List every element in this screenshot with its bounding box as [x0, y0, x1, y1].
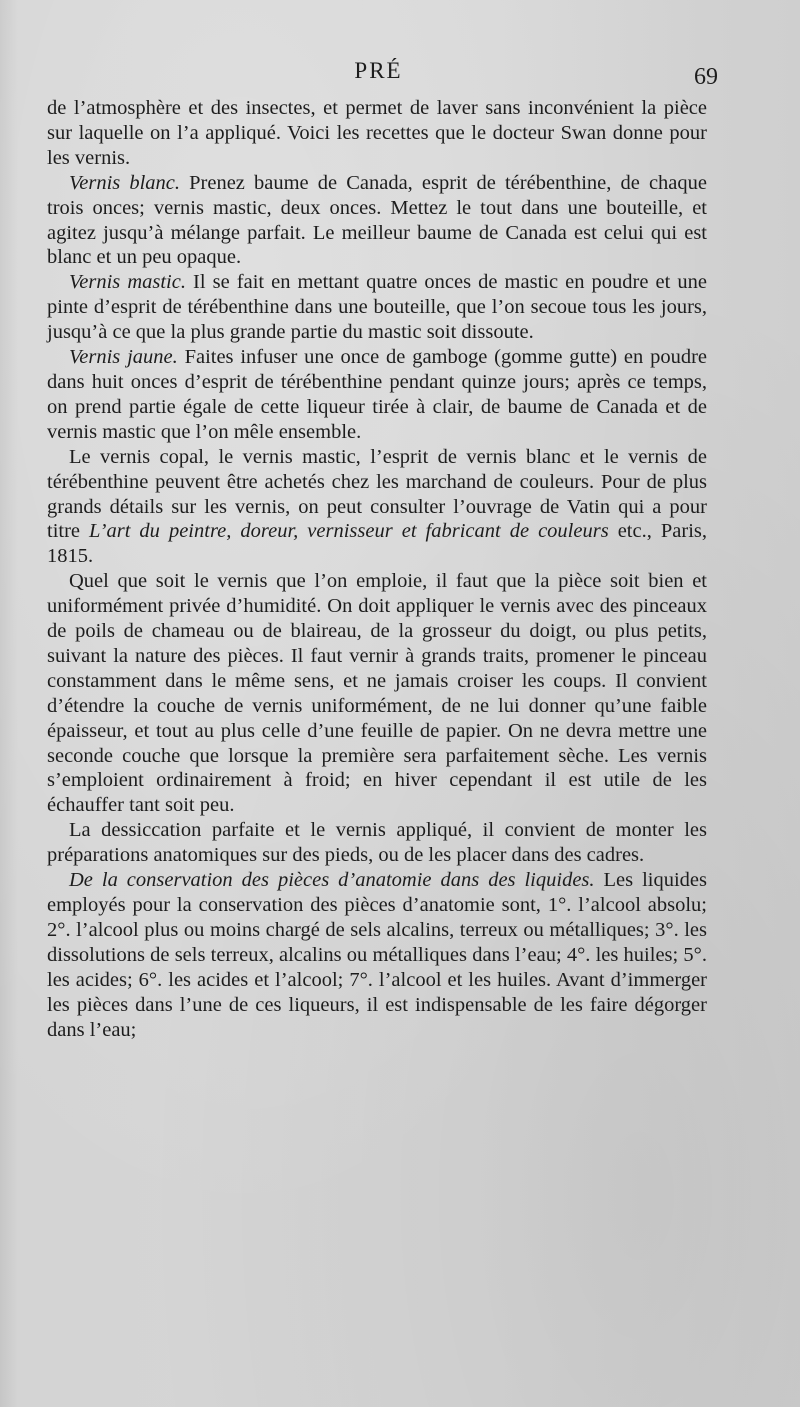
- paragraph: [47, 171, 707, 271]
- paragraph: [47, 818, 707, 868]
- paragraph: [47, 569, 707, 818]
- italic-text: Vernis mastic.: [69, 271, 186, 294]
- paragraph: [47, 868, 707, 1042]
- text-run: Prenez baume de Canada, esprit de térébenthine, de chaque trois onces; vernis mastic, deux onces. Mettez le tout dans une bouteille, et agitez jusqu’à mélange parfait. Le meilleur baume de Canada est celui qui est blanc et un peu opaque.: [47, 171, 708, 269]
- body-text: [47, 96, 707, 1042]
- paragraph: [47, 345, 707, 445]
- paragraph: [47, 270, 707, 345]
- paragraph: [47, 96, 707, 171]
- text-run: Les liquides employés pour la conservation des pièces d’anatomie sont, 1°. l’alcool absolu; 2°. l’alcool plus ou moins chargé de sels alcalins, terreux ou métalliques; 3°. les dissolutions de sels terreux, alcalins ou métalliques dans l’eau; 4°. les huiles; 5°. les acides; 6°. les acides et l’alcool; 7°. l’alcool et les huiles. Avant d’immerger les pièces dans l’une de ces liqueurs, il est indispensable de les faire dégorger dans l’eau;: [47, 869, 707, 1041]
- page-number: 69: [694, 64, 718, 90]
- italic-text: L’art du peintre, doreur, vernisseur et fabricant de couleurs: [89, 520, 609, 543]
- text-run: La dessiccation parfaite et le vernis appliqué, il convient de monter les préparations anatomiques sur des pieds, ou de les placer dans des cadres.: [47, 819, 707, 867]
- text-run: etc., Paris, 1815.: [47, 520, 707, 568]
- paragraph: [47, 445, 707, 570]
- text-run: Le vernis copal, le vernis mastic, l’esprit de vernis blanc et le vernis de térébenthine peuvent être achetés chez les marchand de couleurs. Pour de plus grands détails sur les vernis, on peut consulter l’ouvrage de Vatin qui a pour titre: [47, 445, 707, 543]
- running-head: PRÉ: [354, 58, 403, 83]
- text-run: Faites infuser une once de gamboge (gomme gutte) en poudre dans huit onces d’esprit de térébenthine pendant quinze jours; après ce temps, on prend partie égale de cette liqueur tirée à clair, de baume de Canada et de vernis mastic que l’on mêle ensemble.: [47, 346, 708, 443]
- text-run: Quel que soit le vernis que l’on emploie, il faut que la pièce soit bien et uniformément privée d’humidité. On doit appliquer le vernis avec des pinceaux de poils de chameau ou de blaireau, de la grosseur du doigt, ou plus petits, suivant la nature des pièces. Il faut vernir à grands traits, promener le pinceau constamment dans le même sens, et ne jamais croiser les coups. Il convient d’étendre la couche de vernis uniformément, de ne lui donner qu’une faible épaisseur, et tout au plus celle d’une feuille de papier. On ne devra mettre une seconde couche que lorsque la première sera parfaitement sèche. Les vernis s’emploient ordinairement à froid; en hiver cependant il est utile de les échauffer tant soit peu.: [47, 570, 707, 817]
- italic-text: De la conservation des pièces d’anatomie dans des liquides.: [69, 869, 595, 892]
- italic-text: Vernis jaune.: [69, 346, 178, 369]
- text-run: Il se fait en mettant quatre onces de mastic en poudre et une pinte d’esprit de térébenthine dans une bouteille, que l’on secoue tous les jours, jusqu’à ce que la plus grande partie du mastic soit dissoute.: [47, 271, 707, 344]
- italic-text: Vernis blanc.: [69, 171, 181, 194]
- page-header: [47, 58, 718, 98]
- text-run: de l’atmosphère et des insectes, et permet de laver sans inconvénient la pièce sur laquelle on l’a appliqué. Voici les recettes que le docteur Swan donne pour les vernis.: [47, 97, 707, 169]
